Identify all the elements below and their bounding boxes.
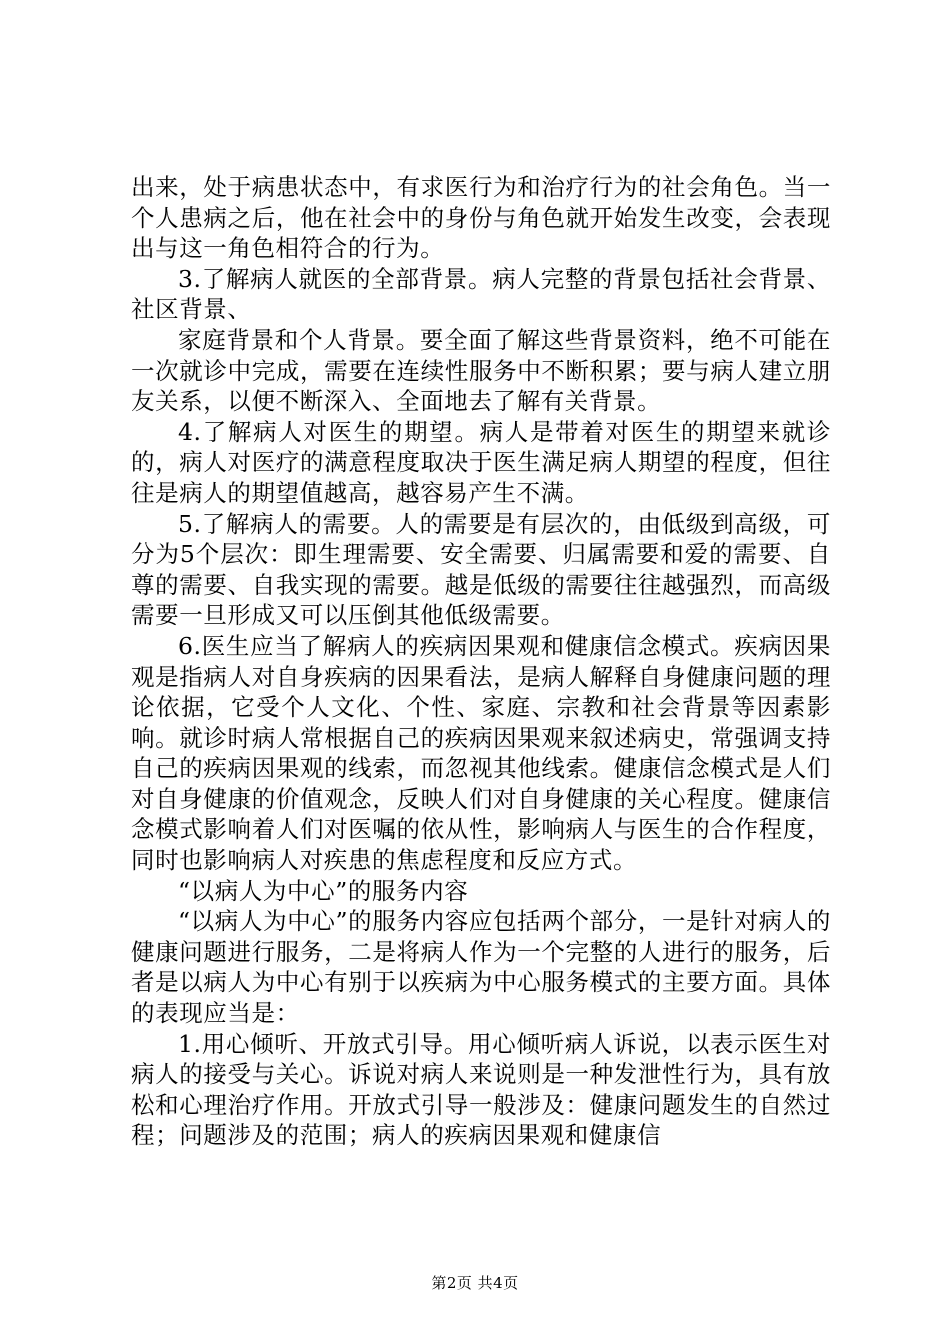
paragraph-item-3-continued: 家庭背景和个人背景。要全面了解这些背景资料，绝不可能在一次就诊中完成，需要在连续性服务中不断积累；要与病人建立朋友关系，以便不断深入、全面地去了解有关背景。 [131, 325, 831, 416]
section-heading: “以病人为中心”的服务内容 [178, 876, 469, 905]
paragraph-service-content: “以病人为中心”的服务内容应包括两个部分，一是针对病人的健康问题进行服务，二是将病人作为一个完整的人进行的服务，后者是以病人为中心有别于以疾病为中心服务模式的主要方面。具体的表现应当是： [131, 907, 831, 1028]
paragraph-item-3: 3.了解病人就医的全部背景。病人完整的背景包括社会背景、社区背景、 [131, 264, 831, 324]
paragraph-item-6: 6.医生应当了解病人的疾病因果观和健康信念模式。疾病因果观是指病人对自身疾病的因果看法，是病人解释自身健康问题的理论依据，它受个人文化、个性、家庭、宗教和社会背景等因素影响。就诊时病人常根据自己的疾病因果观来叙述病史，常强调支持自己的疾病因果观的线索，而忽视其他线索。健康信念模式是人们对自身健康的价值观念，反映人们对自身健康的关心程度。健康信念模式影响着人们对医嘱的依从性，影响病人与医生的合作程度，同时也影响病人对疾患的焦虑程度和反应方式。 [131, 631, 831, 875]
paragraph-item-5: 5.了解病人的需要。人的需要是有层次的，由低级到高级，可分为5个层次：即生理需要、安全需要、归属需要和爱的需要、自尊的需要、自我实现的需要。越是低级的需要往往越强烈，而高级需要一旦形成又可以压倒其他低级需要。 [131, 509, 831, 630]
paragraph-item-4: 4.了解病人对医生的期望。病人是带着对医生的期望来就诊的，病人对医疗的满意程度取决于医生满足病人期望的程度，但往往是病人的期望值越高，越容易产生不满。 [131, 417, 831, 507]
page-footer: 第2页 共4页 [431, 1274, 519, 1292]
paragraph-continuation: 出来，处于病患状态中，有求医行为和治疗行为的社会角色。当一个人患病之后，他在社会中的身份与角色就开始发生改变，会表现出与这一角色相符合的行为。 [131, 173, 831, 263]
paragraph-item-1: 1.用心倾听、开放式引导。用心倾听病人诉说，以表示医生对病人的接受与关心。诉说对病人来说则是一种发泄性行为，具有放松和心理治疗作用。开放式引导一般涉及：健康问题发生的自然过程；问题涉及的范围；病人的疾病因果观和健康信 [131, 1029, 831, 1150]
body-text [131, 172, 831, 1151]
